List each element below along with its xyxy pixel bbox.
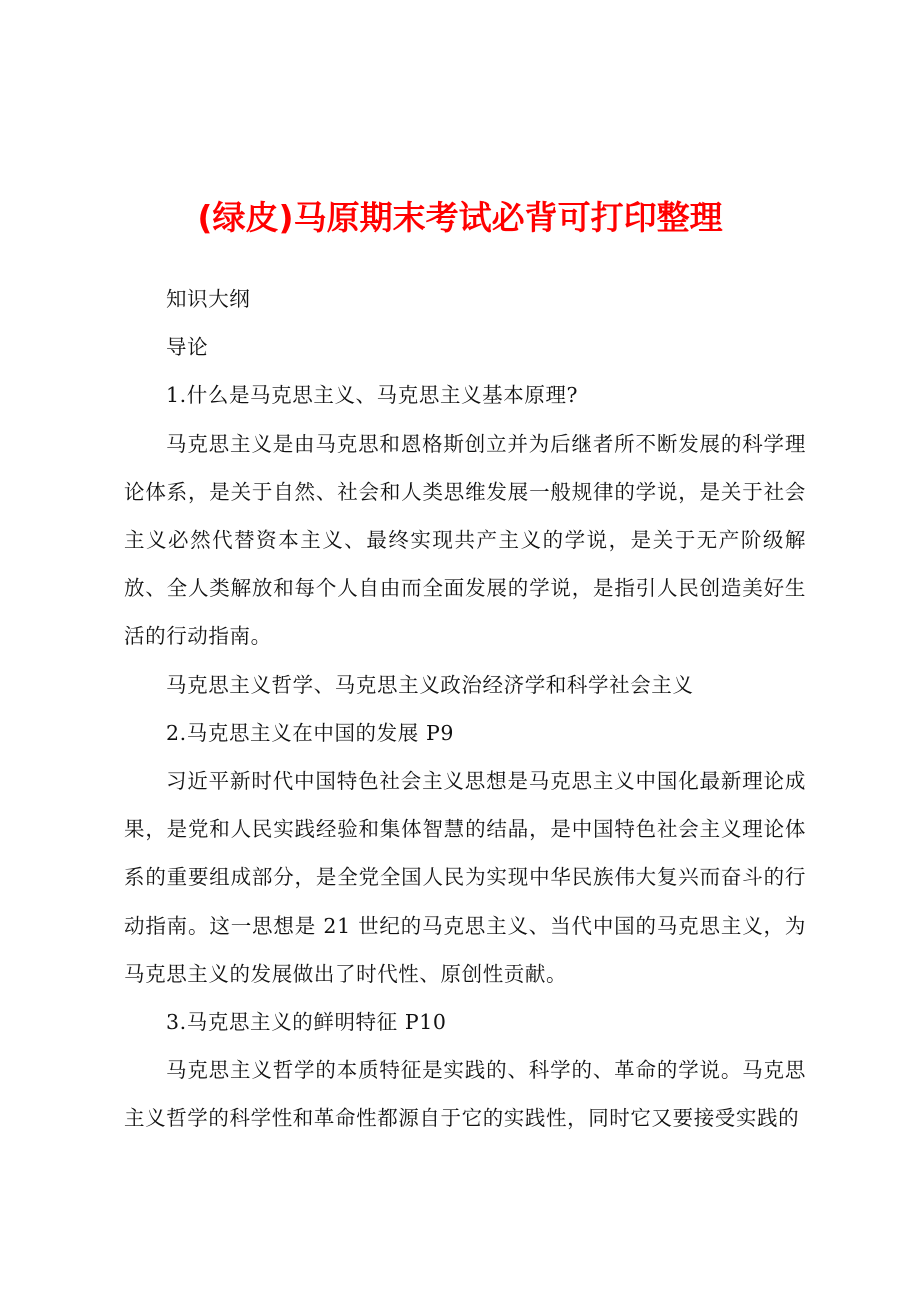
marxism-components: 马克思主义哲学、马克思主义政治经济学和科学社会主义 — [166, 672, 694, 697]
question-3-answer: 马克思主义哲学的本质特征是实践的、科学的、革命的学说。马克思主义哲学的科学性和革命性都源自于它的实践性，同时它又要接受实践的 — [124, 1058, 806, 1131]
document-title: (绿皮)马原期末考试必背可打印整理 — [197, 198, 723, 237]
section-heading-introduction: 导论 — [166, 335, 209, 360]
outline-heading: 知识大纲 — [166, 287, 251, 311]
question-1-heading: 1.什么是马克思主义、马克思主义基本原理? — [166, 383, 579, 408]
question-3-heading: 3.马克思主义的鲜明特征 P10 — [166, 1010, 447, 1035]
question-2-answer: 习近平新时代中国特色社会主义思想是马克思主义中国化最新理论成果，是党和人民实践经验和集体智慧的结晶，是中国特色社会主义理论体系的重要组成部分，是全党全国人民为实现中华民族伟大复兴而奋斗的行动指南。这一思想是 21 世纪的马克思主义、当代中国的马克思主义，为马克思主义的发展做出了时代性、原创性贡献。 — [124, 769, 806, 986]
question-2-heading: 2.马克思主义在中国的发展 P9 — [166, 720, 455, 745]
question-1-answer: 马克思主义是由马克思和恩格斯创立并为后继者所不断发展的科学理论体系，是关于自然、社会和人类思维发展一般规律的学说，是关于社会主义必然代替资本主义、最终实现共产主义的学说，是关于无产阶级解放、全人类解放和每个人自由而全面发展的学说，是指引人民创造美好生活的行动指南。 — [124, 431, 806, 649]
document-body — [124, 275, 806, 1143]
